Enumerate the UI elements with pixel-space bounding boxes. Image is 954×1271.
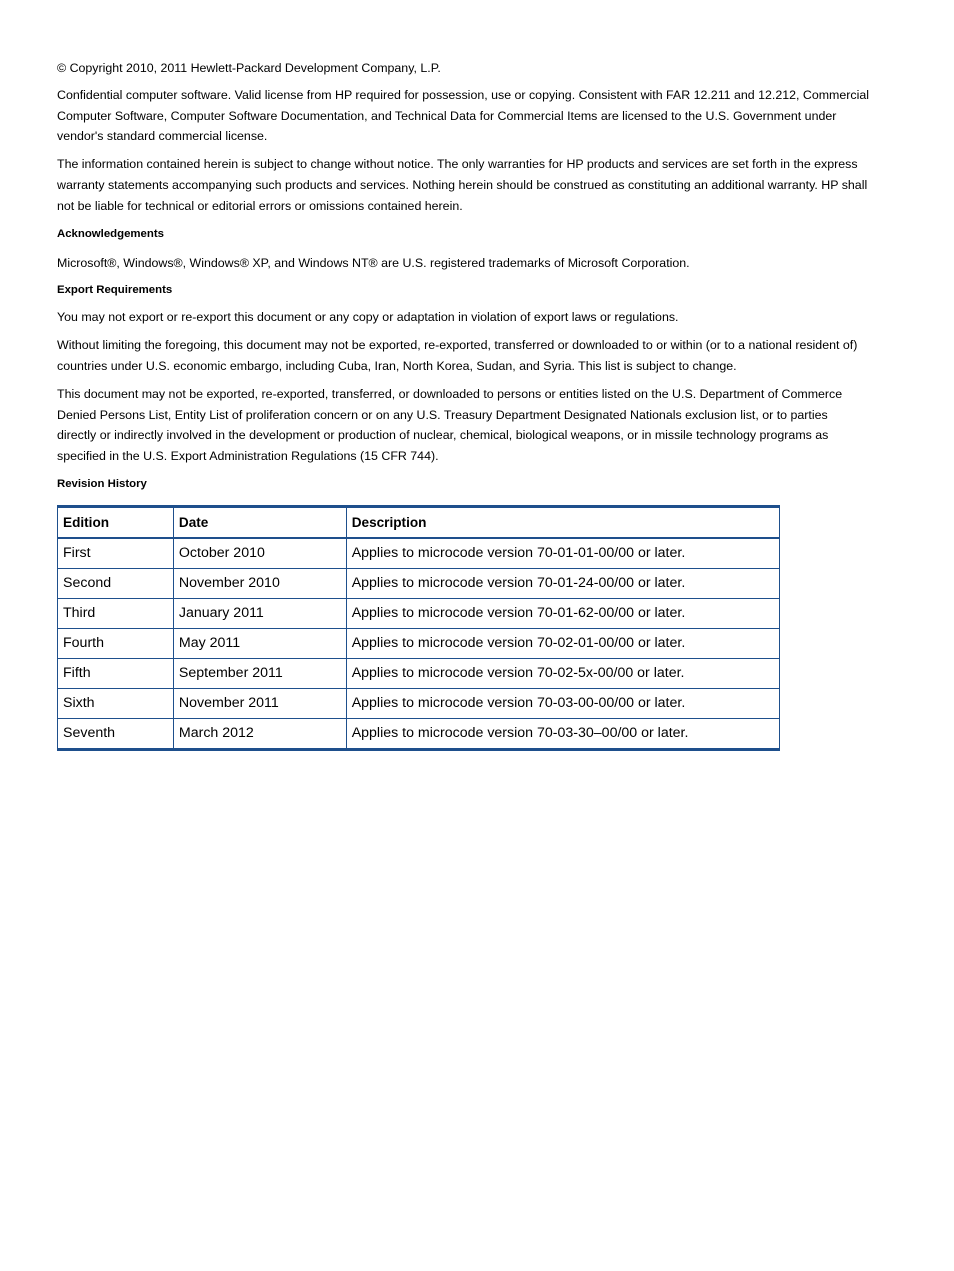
date-cell: October 2010 <box>173 538 346 569</box>
edition-cell: Seventh <box>58 718 174 749</box>
table-row <box>58 718 780 749</box>
table-row <box>58 568 780 598</box>
column-header-description: Description <box>346 506 779 538</box>
edition-cell: Fourth <box>58 628 174 658</box>
export-denied-persons-paragraph: This document may not be exported, re-exported, transferred, or downloaded to persons or entities listed on the U.S. Department of Commerce Denied Persons List, Entity List of proliferation concern or on any U.S. Treasury Department Designated Nationals exclusion list, or to parties directly or indirectly involved in the development or production of nuclear, chemical, biological weapons, or in missile technology programs as specified in the U.S. Export Administration Regulations (15 CFR 744). <box>57 386 843 464</box>
table-header-row <box>58 506 780 538</box>
edition-cell: First <box>58 538 174 569</box>
description-cell: Applies to microcode version 70-01-01-00/00 or later. <box>346 538 779 569</box>
column-header-edition: Edition <box>58 506 174 538</box>
date-cell: November 2010 <box>173 568 346 598</box>
description-cell: Applies to microcode version 70-02-01-00/00 or later. <box>346 628 779 658</box>
table-row <box>58 598 780 628</box>
date-cell: September 2011 <box>173 658 346 688</box>
description-cell: Applies to microcode version 70-01-62-00/00 or later. <box>346 598 779 628</box>
description-cell: Applies to microcode version 70-03-30–00/00 or later. <box>346 718 779 749</box>
revision-history-heading: Revision History <box>57 477 147 490</box>
description-cell: Applies to microcode version 70-01-24-00/00 or later. <box>346 568 779 598</box>
description-cell: Applies to microcode version 70-02-5x-00/00 or later. <box>346 658 779 688</box>
export-requirements-heading: Export Requirements <box>57 284 173 297</box>
date-cell: January 2011 <box>173 598 346 628</box>
date-cell: November 2011 <box>173 688 346 718</box>
export-embargo-paragraph: Without limiting the foregoing, this document may not be exported, re-exported, transferred or downloaded to or within (or to a national resident of) countries under U.S. economic embargo, including Cuba, Iran, North Korea, Sudan, and Syria. This list is subject to change. <box>57 338 858 373</box>
edition-cell: Third <box>58 598 174 628</box>
date-cell: March 2012 <box>173 718 346 749</box>
edition-cell: Second <box>58 568 174 598</box>
edition-cell: Fifth <box>58 658 174 688</box>
table-row <box>58 628 780 658</box>
table-row <box>58 658 780 688</box>
table-row <box>58 688 780 718</box>
legal-notice-page <box>57 58 869 751</box>
license-paragraph: Confidential computer software. Valid license from HP required for possession, use or copying. Consistent with FAR 12.211 and 12.212, Commercial Computer Software, Computer Software Documentation, and Technical Data for Commercial Items are licensed to the U.S. Government under vendor's standard commercial license. <box>57 87 869 144</box>
table-row <box>58 538 780 569</box>
export-paragraph: You may not export or re-export this document or any copy or adaptation in violation of export laws or regulations. <box>57 310 679 325</box>
copyright-notice: © Copyright 2010, 2011 Hewlett-Packard Development Company, L.P. <box>57 61 441 75</box>
description-cell: Applies to microcode version 70-03-00-00/00 or later. <box>346 688 779 718</box>
warranty-paragraph: The information contained herein is subject to change without notice. The only warranties for HP products and services are set forth in the express warranty statements accompanying such products and services. Nothing herein should be construed as constituting an additional warranty. HP shall not be liable for technical or editorial errors or omissions contained herein. <box>57 157 868 213</box>
column-header-date: Date <box>173 506 346 538</box>
date-cell: May 2011 <box>173 628 346 658</box>
acknowledgements-text: Microsoft®, Windows®, Windows® XP, and Windows NT® are U.S. registered trademarks of Microsoft Corporation. <box>57 255 690 270</box>
edition-cell: Sixth <box>58 688 174 718</box>
acknowledgements-heading: Acknowledgements <box>57 227 164 240</box>
revision-history-table <box>57 505 780 751</box>
